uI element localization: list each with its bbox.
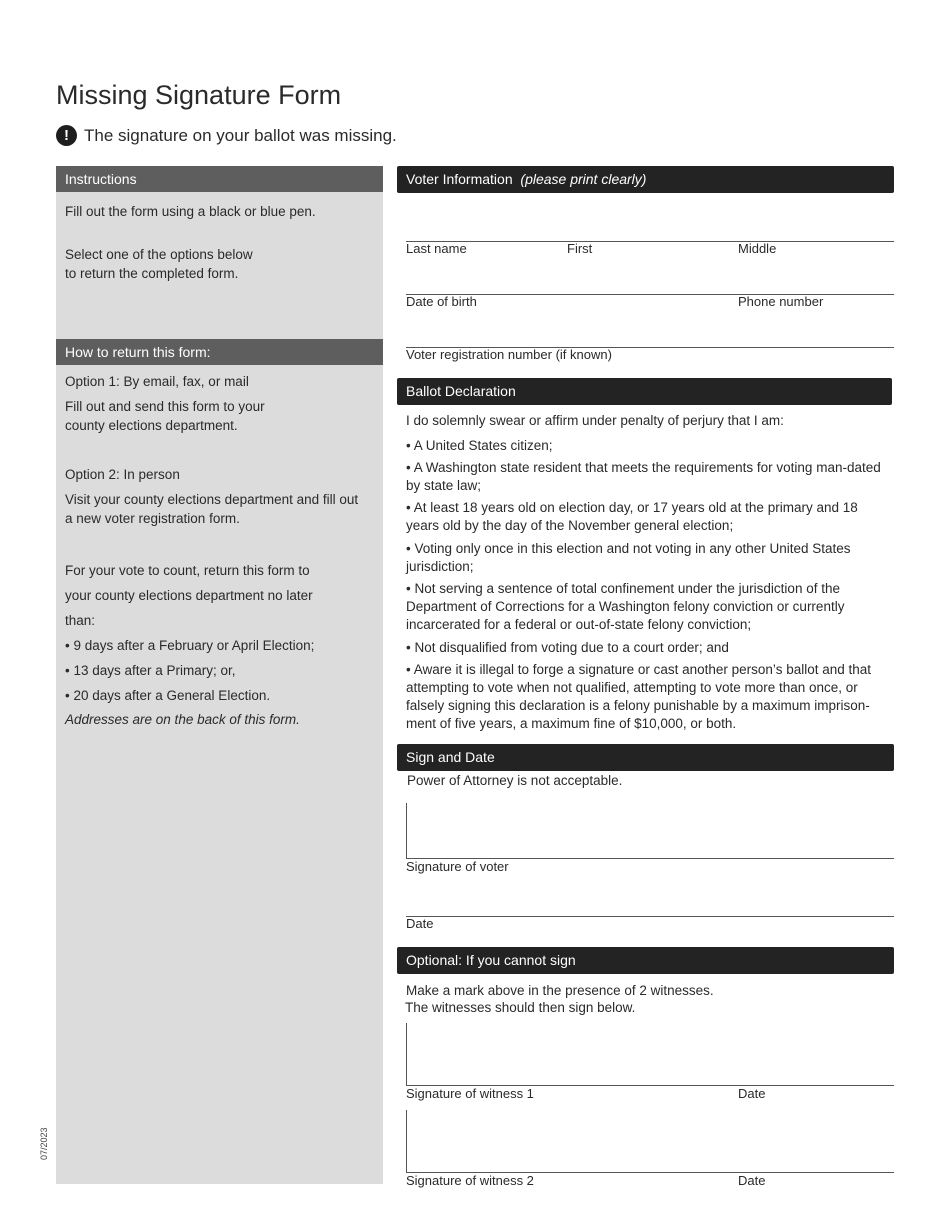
power-of-attorney-note: Power of Attorney is not acceptable. — [407, 773, 623, 788]
voter-info-title: Voter Information — [406, 171, 513, 187]
option2-title: Option 2: In person — [65, 467, 180, 482]
declaration-item: • A Washington state resident that meets the requirements for voting man-dated by state law; — [406, 460, 881, 493]
instructions-header: Instructions — [56, 166, 383, 192]
name-line[interactable] — [406, 241, 894, 242]
witness2-box[interactable] — [406, 1110, 407, 1172]
voter-date-line[interactable] — [406, 916, 894, 917]
missing-signature-alert — [56, 125, 397, 146]
witness2-date-label: Date — [738, 1173, 766, 1188]
optional-mark-instruction: Make a mark above in the presence of 2 witnesses. — [406, 983, 714, 998]
deadline-item: • 20 days after a General Election. — [65, 688, 271, 703]
registration-number-label: Voter registration number (if known) — [406, 347, 612, 362]
option1-line2: county elections department. — [65, 418, 238, 433]
witness2-signature-label: Signature of witness 2 — [406, 1173, 534, 1188]
declaration-item: • A United States citizen; — [406, 438, 553, 453]
deadline-item: • 9 days after a February or April Election; — [65, 638, 315, 653]
instructions-sidebar — [56, 166, 383, 1184]
declaration-item: • Aware it is illegal to forge a signature or cast another person’s ballot and that attempting to vote when not qualified, attempting to vote more than once, or falsely signing this declaration is a felony punishable by a maximum imprison-ment of five years, a maximum fine of $10,000, or both. — [406, 662, 872, 731]
voter-signature-box[interactable] — [406, 803, 407, 858]
mark-box[interactable] — [406, 1023, 407, 1085]
deadline-line1: For your vote to count, return this form to — [65, 563, 310, 578]
revision-date: 07/2023 — [39, 1127, 49, 1160]
form-title: Missing Signature Form — [56, 80, 342, 110]
option1-title: Option 1: By email, fax, or mail — [65, 374, 249, 389]
declaration-intro: I do solemnly swear or affirm under penalty of perjury that I am: — [406, 413, 784, 428]
witness1-signature-label: Signature of witness 1 — [406, 1086, 534, 1101]
declaration-header: Ballot Declaration — [397, 378, 892, 405]
instructions-return: to return the completed form. — [65, 266, 239, 281]
first-name-label: First — [567, 241, 593, 256]
optional-witness-instruction: The witnesses should then sign below. — [405, 1000, 636, 1015]
option2-line1: Visit your county elections department and fill out — [65, 492, 359, 507]
deadline-line3: than: — [65, 613, 96, 628]
signature-of-voter-label: Signature of voter — [406, 859, 509, 874]
instructions-pen: Fill out the form using a black or blue pen. — [65, 204, 316, 219]
address-note: Addresses are on the back of this form. — [65, 712, 300, 727]
voter-date-label: Date — [406, 916, 434, 931]
last-name-label: Last name — [406, 241, 467, 256]
phone-number-label: Phone number — [738, 294, 824, 309]
option1-line1: Fill out and send this form to your — [65, 399, 265, 414]
witness1-date-label: Date — [738, 1086, 766, 1101]
date-of-birth-label: Date of birth — [406, 294, 477, 309]
declaration-item: • At least 18 years old on election day, or 17 years old at the primary and 18 years old by the day of the November general election; — [406, 500, 858, 533]
voter-info-note: (please print clearly) — [520, 171, 647, 187]
optional-header: Optional: If you cannot sign — [397, 947, 894, 974]
exclamation-icon: ! — [56, 125, 77, 146]
sign-date-header: Sign and Date — [397, 744, 894, 771]
declaration-item: • Not disqualified from voting due to a court order; and — [406, 640, 729, 655]
return-header: How to return this form: — [56, 339, 383, 365]
deadline-item: • 13 days after a Primary; or, — [65, 663, 236, 678]
alert-text: The signature on your ballot was missing. — [84, 125, 397, 145]
middle-name-label: Middle — [738, 241, 777, 256]
deadline-line2: your county elections department no later — [65, 588, 313, 603]
declaration-item: • Voting only once in this election and not voting in any other United States jurisdiction; — [406, 541, 851, 574]
voter-info-header — [397, 166, 894, 193]
instructions-select: Select one of the options below — [65, 247, 253, 262]
declaration-item: • Not serving a sentence of total confinement under the jurisdiction of the Department of Corrections for a Washington felony conviction or currently incarcerated for a federal or out-of-state felony conviction; — [406, 581, 845, 632]
option2-line2: a new voter registration form. — [65, 511, 240, 526]
